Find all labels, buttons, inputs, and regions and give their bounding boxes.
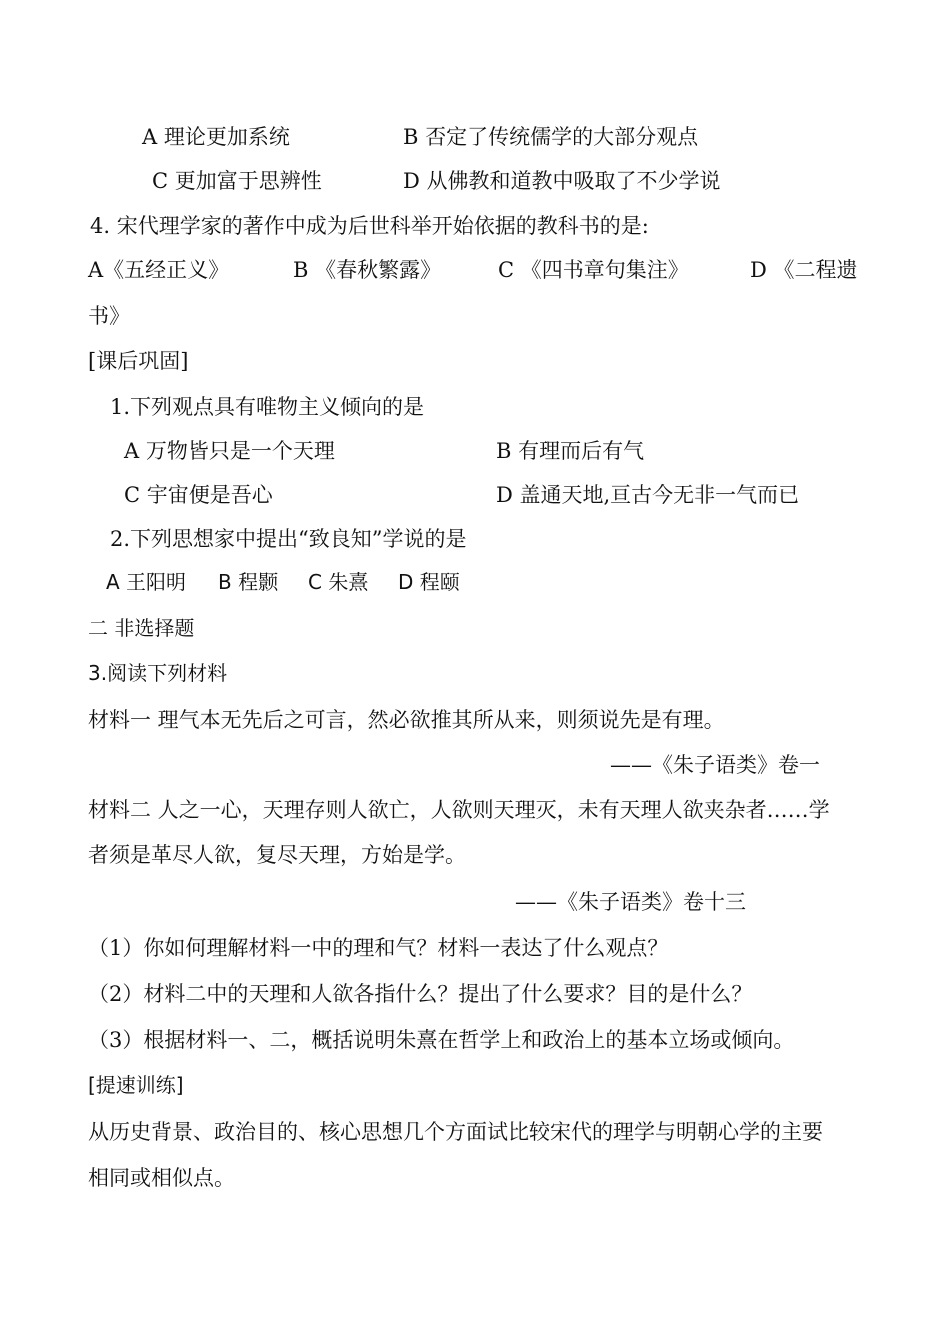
ac-q2-option-a: A 王阳明: [106, 570, 187, 594]
q4-option-d: D 《二程遗: [750, 258, 858, 282]
ac-q2-option-c: C 朱熹: [308, 570, 369, 594]
sub-question-3: （3）根据材料一、二，概括说明朱熹在哲学上和政治上的基本立场或倾向。: [88, 1028, 795, 1052]
q4-option-a: A《五经正义》: [88, 258, 230, 282]
ac-q2-stem: 2.下列思想家中提出“致良知”学说的是: [110, 527, 467, 551]
ac-q1-option-a: A 万物皆只是一个天理: [124, 439, 335, 463]
speed-training-line-2: 相同或相似点。: [88, 1166, 235, 1190]
speed-training-line-1: 从历史背景、政治目的、核心思想几个方面试比较宋代的理学与明朝心学的主要: [88, 1120, 823, 1144]
sub-question-1: （1）你如何理解材料一中的理和气？材料一表达了什么观点？: [88, 936, 669, 960]
q4-option-b: B 《春秋繁露》: [293, 258, 442, 282]
q4-option-c: C 《四书章句集注》: [498, 258, 689, 282]
q3-option-a: A 理论更加系统: [142, 125, 290, 149]
material-one-source: ——《朱子语类》卷一: [610, 753, 820, 777]
ac-q2-option-b: B 程颢: [218, 570, 279, 594]
speed-training-heading: [提速训练]: [88, 1073, 184, 1097]
material-two-source: ——《朱子语类》卷十三: [515, 890, 746, 914]
q3-option-d: D 从佛教和道教中吸取了不少学说: [403, 169, 721, 193]
q3-option-b: B 否定了传统儒学的大部分观点: [403, 125, 699, 149]
sub-question-2: （2）材料二中的天理和人欲各指什么？提出了什么要求？目的是什么？: [88, 982, 753, 1006]
nc-q3-stem: 3.阅读下列材料: [88, 661, 228, 685]
ac-q1-option-b: B 有理而后有气: [496, 439, 645, 463]
ac-q2-option-d: D 程颐: [398, 570, 460, 594]
material-one: 材料一 理气本无先后之可言，然必欲推其所从来，则须说先是有理。: [88, 708, 725, 732]
ac-q1-option-c: C 宇宙便是吾心: [124, 483, 273, 507]
q3-option-c: C 更加富于思辨性: [152, 169, 322, 193]
ac-q1-stem: 1.下列观点具有唯物主义倾向的是: [110, 395, 425, 419]
material-two-line-1: 材料二 人之一心，天理存则人欲亡，人欲则天理灭，未有天理人欲夹杂者……学: [88, 798, 830, 822]
ac-q1-option-d: D 盖通天地,亘古今无非一气而已: [496, 483, 800, 507]
non-choice-heading: 二 非选择题: [88, 616, 195, 640]
q4-stem: 4. 宋代理学家的著作中成为后世科举开始依据的教科书的是:: [90, 214, 649, 238]
after-class-heading: [课后巩固]: [88, 349, 189, 373]
material-two-line-2: 者须是革尽人欲，复尽天理，方始是学。: [88, 843, 466, 867]
q4-option-d-continued: 书》: [88, 304, 130, 328]
